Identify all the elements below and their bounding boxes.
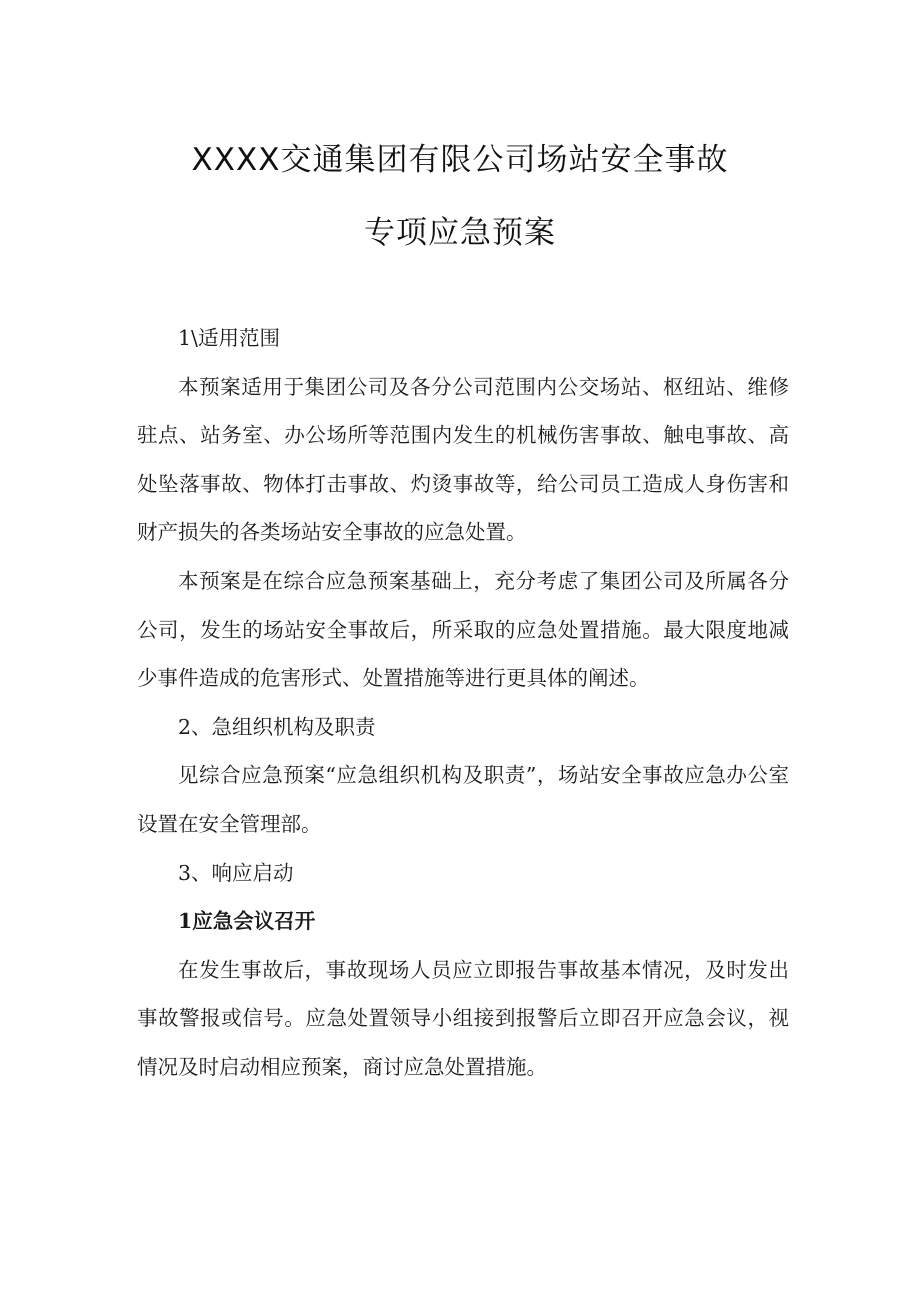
document-title-line-1: XXXX交通集团有限公司场站安全事故 <box>191 142 729 178</box>
paragraph-meeting: 在发生事故后，事故现场人员应立即报告事故基本情况，及时发出事故警报或信号。应急处置领导小组接到报警后立即召开应急会议，视情况及时启动相应预案，商讨应急处置措施。 <box>137 957 789 1079</box>
document-body <box>137 314 789 1092</box>
section-heading-response: 3、响应启动 <box>178 860 294 885</box>
subsection-heading-meeting: 1应急会议召开 <box>178 909 316 934</box>
paragraph-plan-basis: 本预案是在综合应急预案基础上，充分考虑了集团公司及所属各分公司，发生的场站安全事故后，所采取的应急处置措施。最大限度地减少事件造成的危害形式、处置措施等进行更具体的阐述。 <box>137 568 789 691</box>
section-heading-scope: 1\适用范围 <box>178 326 280 350</box>
paragraph-organization: 见综合应急预案“应急组织机构及职责”，场站安全事故应急办公室设置在安全管理部。 <box>137 763 789 836</box>
section-heading-organization: 2、急组织机构及职责 <box>178 714 376 739</box>
paragraph-scope-description: 本预案适用于集团公司及各分公司范围内公交场站、枢纽站、维修驻点、站务室、办公场所等范围内发生的机械伤害事故、触电事故、高处坠落事故、物体打击事故、灼烫事故等，给公司员工造成人身伤害和财产损失的各类场站安全事故的应急处置。 <box>137 374 789 545</box>
document-title-line-2: 专项应急预案 <box>364 215 556 251</box>
